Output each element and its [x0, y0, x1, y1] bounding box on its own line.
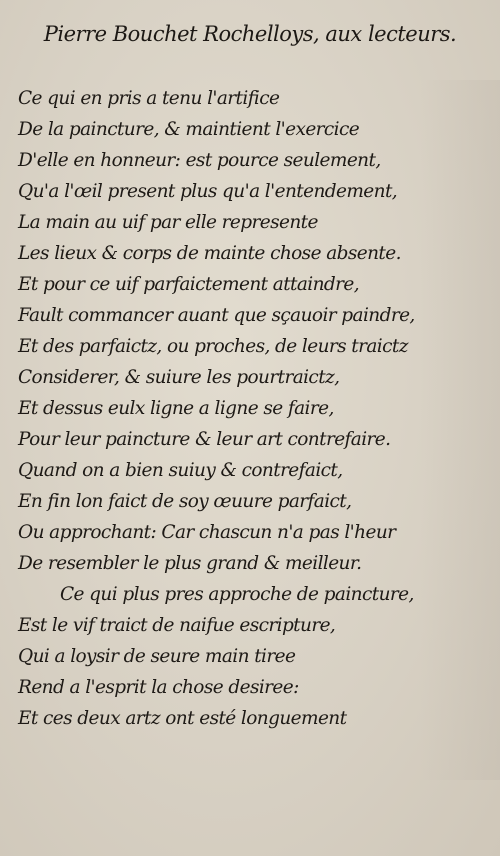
poem-line-9: Et des parfaictz, ou proches, de leurs traictz	[18, 336, 408, 357]
poem-line-7: Et pour ce uif parfaictement attaindre,	[18, 274, 360, 295]
poem-line-2: De la paincture, & maintient l'exercice	[18, 119, 360, 140]
running-header: Pierre Bouchet Rochelloys, aux lecteurs.	[43, 22, 457, 46]
poem-line-3: D'elle en honneur: est pource seulement,	[18, 150, 381, 171]
poem-line-14: En fin lon faict de soy œuure parfaict,	[18, 491, 352, 512]
poem-line-15: Ou approchant: Car chascun n'a pas l'heur	[18, 522, 396, 543]
poem-line-18: Est le vif traict de naifue escripture,	[18, 615, 336, 636]
show-through	[420, 80, 500, 780]
poem-line-20: Rend a l'esprit la chose desiree:	[18, 677, 299, 698]
poem-line-8: Fault commancer auant que sçauoir paindre,	[18, 305, 415, 326]
poem-line-4: Qu'a l'œil present plus qu'a l'entendement,	[18, 181, 398, 202]
poem-line-10: Considerer, & suiure les pourtraictz,	[18, 367, 340, 388]
poem-line-6: Les lieux & corps de mainte chose absente.	[18, 243, 401, 264]
poem-line-21: Et ces deux artz ont esté longuement	[18, 708, 347, 729]
poem-line-11: Et dessus eulx ligne a ligne se faire,	[18, 398, 334, 419]
poem-line-16: De resembler le plus grand & meilleur.	[18, 553, 362, 574]
poem-line-5: La main au uif par elle represente	[18, 212, 318, 233]
poem-line-1: Ce qui en pris a tenu l'artifice	[18, 88, 280, 109]
poem-line-19: Qui a loysir de seure main tiree	[18, 646, 296, 667]
poem-line-12: Pour leur paincture & leur art contrefaire.	[18, 429, 391, 450]
poem-line-17: Ce qui plus pres approche de paincture,	[60, 584, 414, 605]
poem-line-13: Quand on a bien suiuy & contrefaict,	[18, 460, 343, 481]
